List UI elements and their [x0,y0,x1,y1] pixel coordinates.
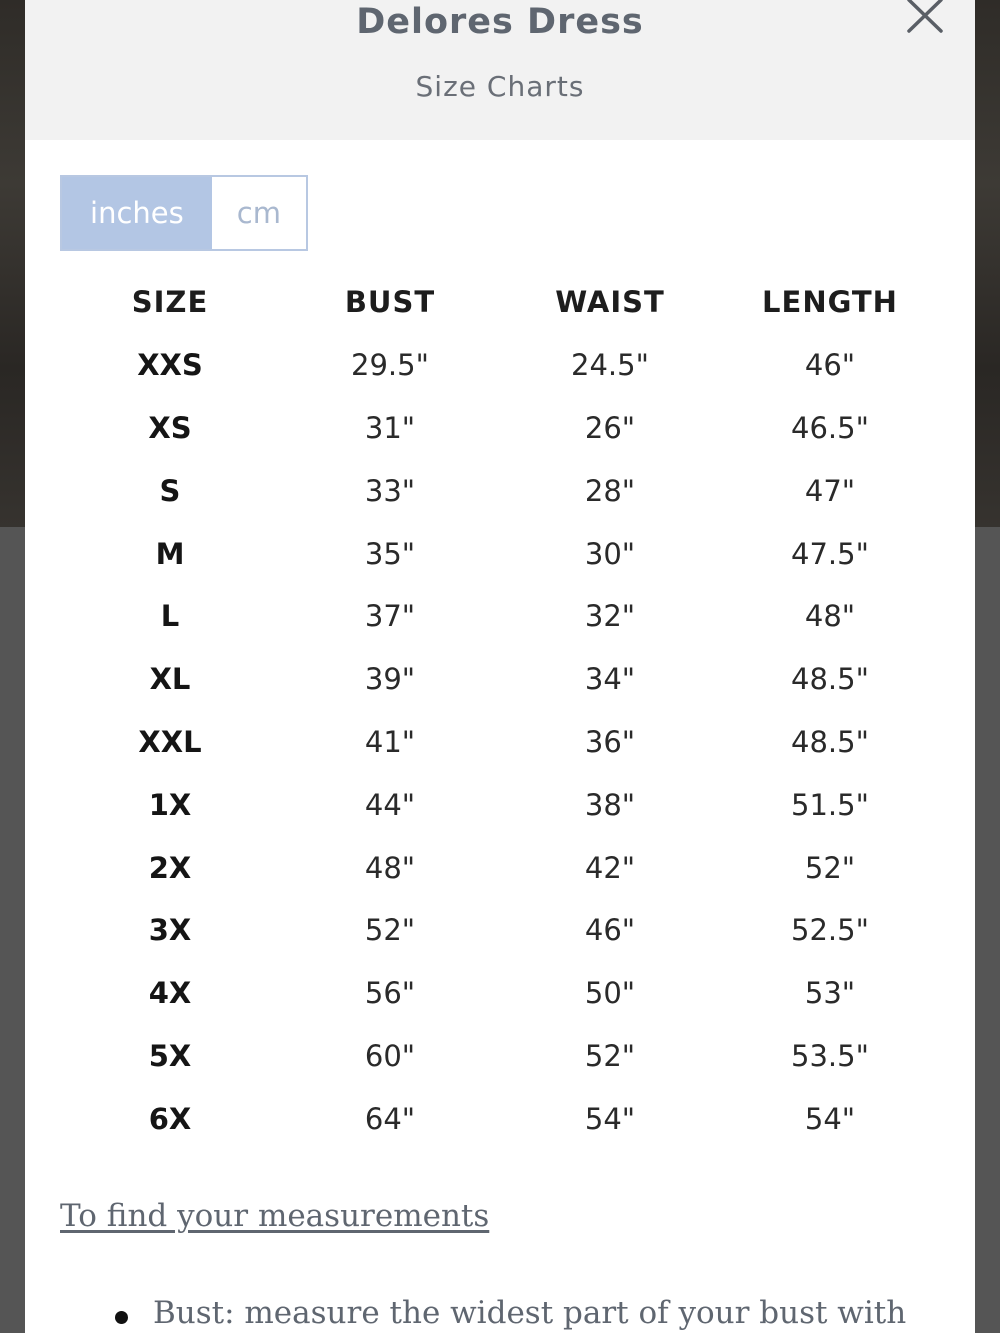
close-icon [905,0,945,34]
table-row [60,1087,940,1150]
cell-size: 3X [148,913,192,948]
unit-toggle [60,175,308,251]
cell-size: L [160,599,180,634]
cell-waist: 50" [584,976,636,1011]
cell-size: XXS [137,348,203,383]
modal-subtitle: Size Charts [415,70,585,103]
cell-length: 46" [804,348,856,383]
bullet-icon [115,1311,128,1324]
column-header-waist: WAIST [555,285,665,320]
cell-length: 54" [804,1101,856,1136]
table-row [60,962,940,1025]
cell-bust: 29.5" [351,348,429,383]
cell-length: 52.5" [791,913,869,948]
cell-bust: 37" [364,599,416,634]
table-row [60,836,940,899]
cell-size: XL [149,662,191,697]
cell-length: 53" [804,976,856,1011]
cell-waist: 38" [584,787,636,822]
table-row [60,585,940,648]
cell-length: 53.5" [791,1038,869,1073]
cell-size: 4X [148,976,192,1011]
cell-size: M [155,536,185,571]
cell-waist: 36" [584,724,636,759]
column-header-length: LENGTH [762,285,898,320]
bullet-text: Bust: measure the widest part of your bust with [153,1295,907,1331]
cell-waist: 52" [584,1038,636,1073]
cell-bust: 64" [364,1101,416,1136]
cell-bust: 41" [364,724,416,759]
table-row [60,397,940,460]
column-header-bust: BUST [344,285,436,320]
table-row [60,773,940,836]
cell-waist: 54" [584,1101,636,1136]
cell-length: 51.5" [791,787,869,822]
cell-size: XS [148,410,192,445]
table-header-row [60,271,940,334]
table-row [60,459,940,522]
cell-size: 1X [148,787,192,822]
table-row [60,522,940,585]
list-item [115,1295,906,1331]
cell-size: 6X [148,1101,192,1136]
close-button[interactable] [905,0,955,34]
cell-waist: 34" [584,662,636,697]
cell-bust: 48" [364,850,416,885]
size-chart-table [60,271,940,1150]
cell-bust: 60" [364,1038,416,1073]
find-measurements-link[interactable]: To find your measurements [60,1198,490,1234]
cell-size: 2X [148,850,192,885]
cell-bust: 52" [364,913,416,948]
cell-size: XXL [138,724,202,759]
column-header-size: SIZE [131,285,209,320]
cell-waist: 30" [584,536,636,571]
unit-option-cm[interactable]: cm [212,177,306,249]
cell-size: S [159,473,181,508]
table-row [60,711,940,774]
cell-length: 47" [804,473,856,508]
size-chart-modal [25,0,975,1333]
cell-waist: 28" [584,473,636,508]
cell-bust: 44" [364,787,416,822]
cell-bust: 33" [364,473,416,508]
cell-waist: 24.5" [571,348,649,383]
cell-length: 46.5" [791,410,869,445]
size-chart-body [60,334,940,1150]
cell-bust: 39" [364,662,416,697]
table-row [60,334,940,397]
cell-length: 47.5" [791,536,869,571]
table-row [60,899,940,962]
cell-bust: 31" [364,410,416,445]
cell-bust: 56" [364,976,416,1011]
cell-waist: 46" [584,913,636,948]
cell-waist: 42" [584,850,636,885]
modal-header [25,0,975,140]
cell-bust: 35" [364,536,416,571]
cell-length: 52" [804,850,856,885]
cell-size: 5X [148,1038,192,1073]
cell-waist: 32" [584,599,636,634]
unit-option-inches[interactable]: inches [62,177,212,249]
measurement-instructions [115,1295,906,1331]
cell-length: 48" [804,599,856,634]
table-row [60,648,940,711]
table-row [60,1025,940,1088]
cell-length: 48.5" [791,724,869,759]
modal-title: Delores Dress [356,2,644,42]
cell-length: 48.5" [791,662,869,697]
cell-waist: 26" [584,410,636,445]
